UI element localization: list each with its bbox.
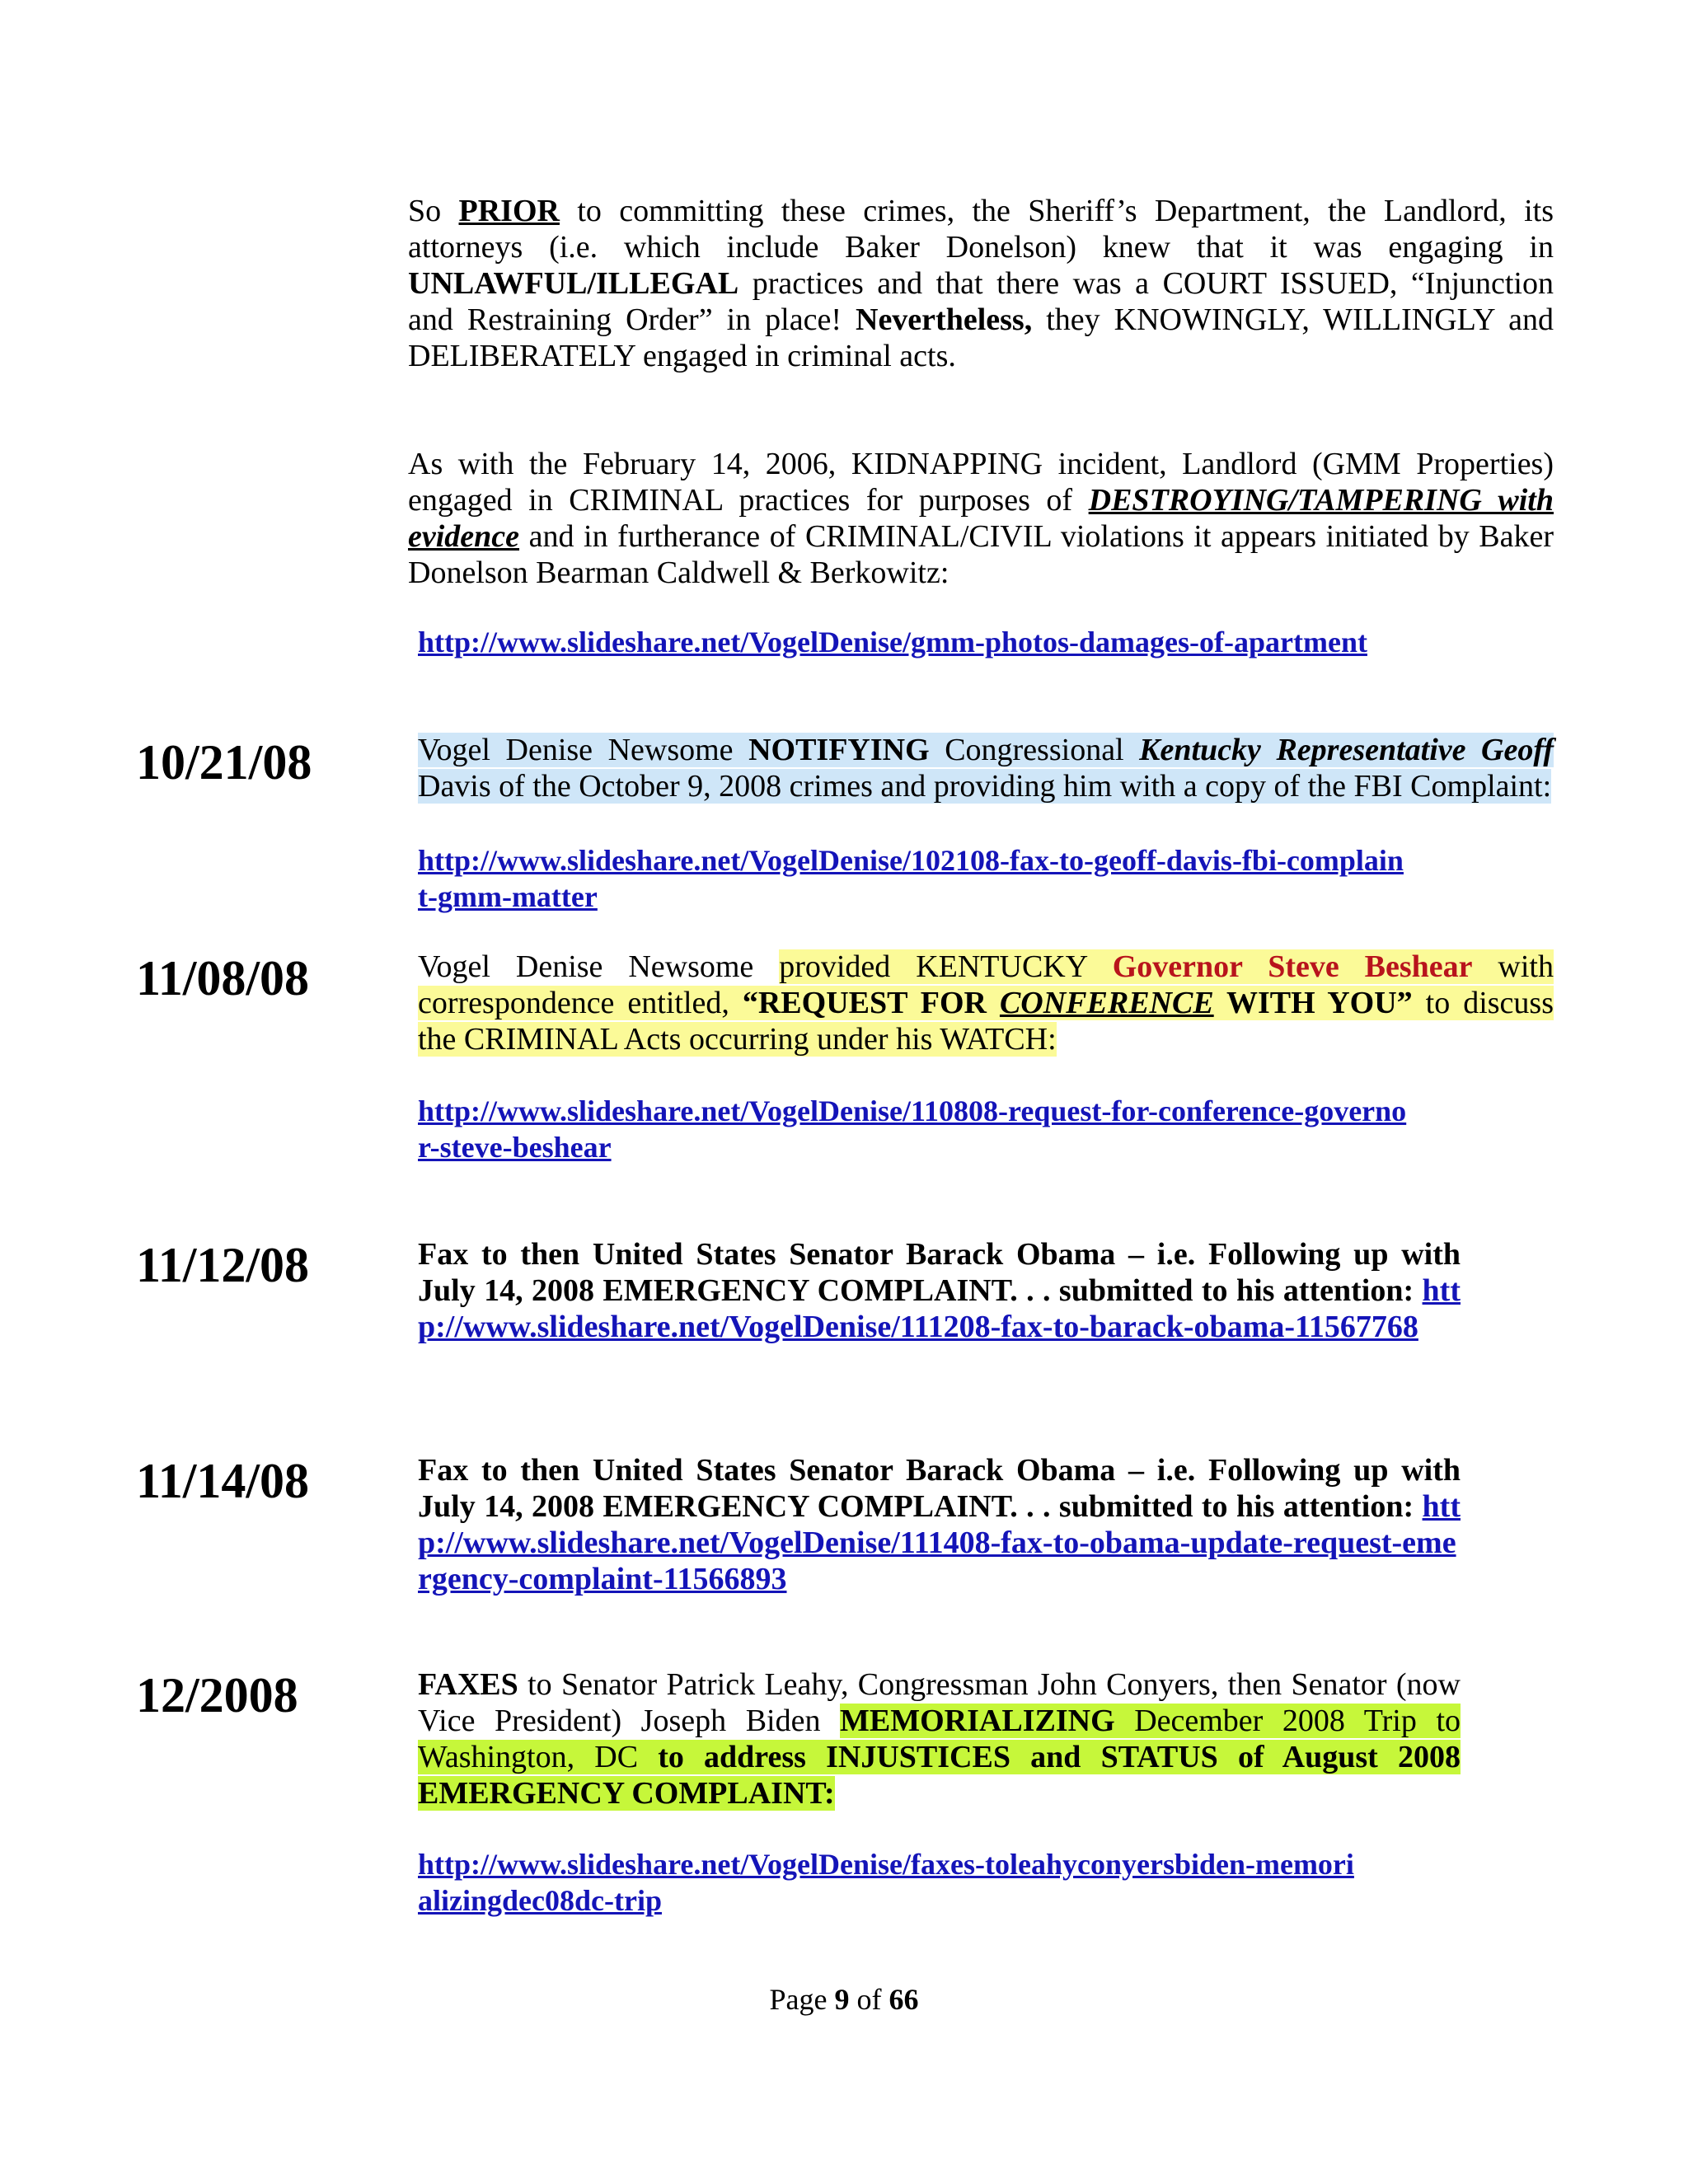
text: Davis of the October 9, 2008 crimes and providing him with a copy of the FBI Complaint: <box>418 769 1552 804</box>
emphasis: Kentucky Representative Geoff <box>1139 733 1554 767</box>
text: Page <box>769 1983 835 2016</box>
text: and in furtherance of CRIMINAL/CIVIL violations it appears initiated by Baker Donelson Bearman Caldwell & Berkowitz: <box>408 519 1554 590</box>
entry-text <box>418 732 1554 804</box>
page-total: 66 <box>889 1983 919 2016</box>
emphasis: to address INJUSTICES and STATUS of August 2008 EMERGENCY COMPLAINT: <box>418 1740 1461 1811</box>
link-beshear[interactable]: http://www.slideshare.net/VogelDenise/110808-request-for-conference-governor-steve-beshear <box>418 1094 1407 1164</box>
paragraph-kidnapping <box>408 446 1554 591</box>
text: of <box>849 1983 889 2016</box>
text: to discuss the CRIMINAL Acts occurring under his WATCH: <box>418 986 1554 1057</box>
paragraph-prior <box>408 193 1554 374</box>
emphasis-prior: PRIOR <box>458 194 560 228</box>
emphasis-unlawful: UNLAWFUL/ILLEGAL <box>408 266 739 301</box>
link-obama-111408[interactable]: http://www.slideshare.net/VogelDenise/111408-fax-to-obama-update-request-emergency-complaint-11566893 <box>418 1489 1461 1596</box>
text: Vogel Denise Newsome <box>418 949 780 984</box>
text: So <box>408 194 459 228</box>
text: As with the February 14, 2006, KIDNAPPING incident, Landlord (GMM Properties) engaged in CRIMINAL practices for purposes of <box>408 447 1554 518</box>
link-obama-111208[interactable]: http://www.slideshare.net/VogelDenise/111208-fax-to-barack-obama-11567768 <box>418 1273 1461 1344</box>
text: Vogel Denise Newsome <box>418 733 749 767</box>
entry-text <box>418 949 1554 1057</box>
date-label: 12/2008 <box>136 1668 298 1722</box>
entry-text <box>418 1666 1461 1811</box>
text: practices and that there was a COURT ISSUED, “Injunction and Restraining Order” in place! <box>408 266 1554 337</box>
date-label: 11/12/08 <box>136 1238 310 1292</box>
entry-text <box>418 1236 1461 1345</box>
date-label: 11/14/08 <box>136 1454 310 1508</box>
text: to Senator Patrick Leahy, Congressman John Conyers, then Senator (now Vice President) Joseph Biden <box>418 1667 1461 1738</box>
text: with correspondence entitled, <box>418 949 1554 1020</box>
emphasis: MEMORIALIZING <box>840 1704 1115 1738</box>
emphasis-destroying: DESTROYING/TAMPERING with evidence <box>408 483 1554 554</box>
emphasis: CONFERENCE <box>999 986 1214 1020</box>
page-footer <box>0 1982 1688 2017</box>
emphasis: FAXES <box>418 1667 518 1702</box>
emphasis: “REQUEST FOR <box>742 986 1000 1020</box>
page-number: 9 <box>834 1983 850 2016</box>
text: they KNOWINGLY, WILLINGLY and DELIBERATELY engaged in criminal acts. <box>408 302 1554 373</box>
link-geoff-davis[interactable]: http://www.slideshare.net/VogelDenise/102108-fax-to-geoff-davis-fbi-complaint-gmm-matter <box>418 844 1404 913</box>
link-gmm-photos[interactable]: http://www.slideshare.net/VogelDenise/gmm-photos-damages-of-apartment <box>418 626 1367 658</box>
text: December 2008 Trip to Washington, DC <box>418 1704 1461 1774</box>
emphasis: NOTIFYING <box>748 733 930 767</box>
text: Fax to then United States Senator Barack Obama – i.e. Following up with July 14, 2008 EMERGENCY COMPLAINT. . . submitted to his attention: <box>418 1237 1461 1308</box>
emphasis-nevertheless: Nevertheless, <box>856 302 1033 337</box>
date-label: 10/21/08 <box>136 735 312 790</box>
emphasis-governor: Governor Steve Beshear <box>1112 949 1473 984</box>
entry-text <box>418 1452 1461 1597</box>
link-faxes-leahy[interactable]: http://www.slideshare.net/VogelDenise/faxes-toleahyconyersbiden-memorializingdec08dc-trip <box>418 1848 1354 1917</box>
text: Fax to then United States Senator Barack Obama – i.e. Following up with July 14, 2008 EMERGENCY COMPLAINT. . . submitted to his attention: <box>418 1453 1461 1524</box>
text: provided KENTUCKY <box>779 949 1113 984</box>
text: to committing these crimes, the Sheriff’s Department, the Landlord, its attorneys (i.e. which include Baker Donelson) knew that it was engaging in <box>408 194 1554 265</box>
emphasis: WITH YOU” <box>1213 986 1413 1020</box>
date-label: 11/08/08 <box>136 951 310 1005</box>
text: Congressional <box>929 733 1140 767</box>
